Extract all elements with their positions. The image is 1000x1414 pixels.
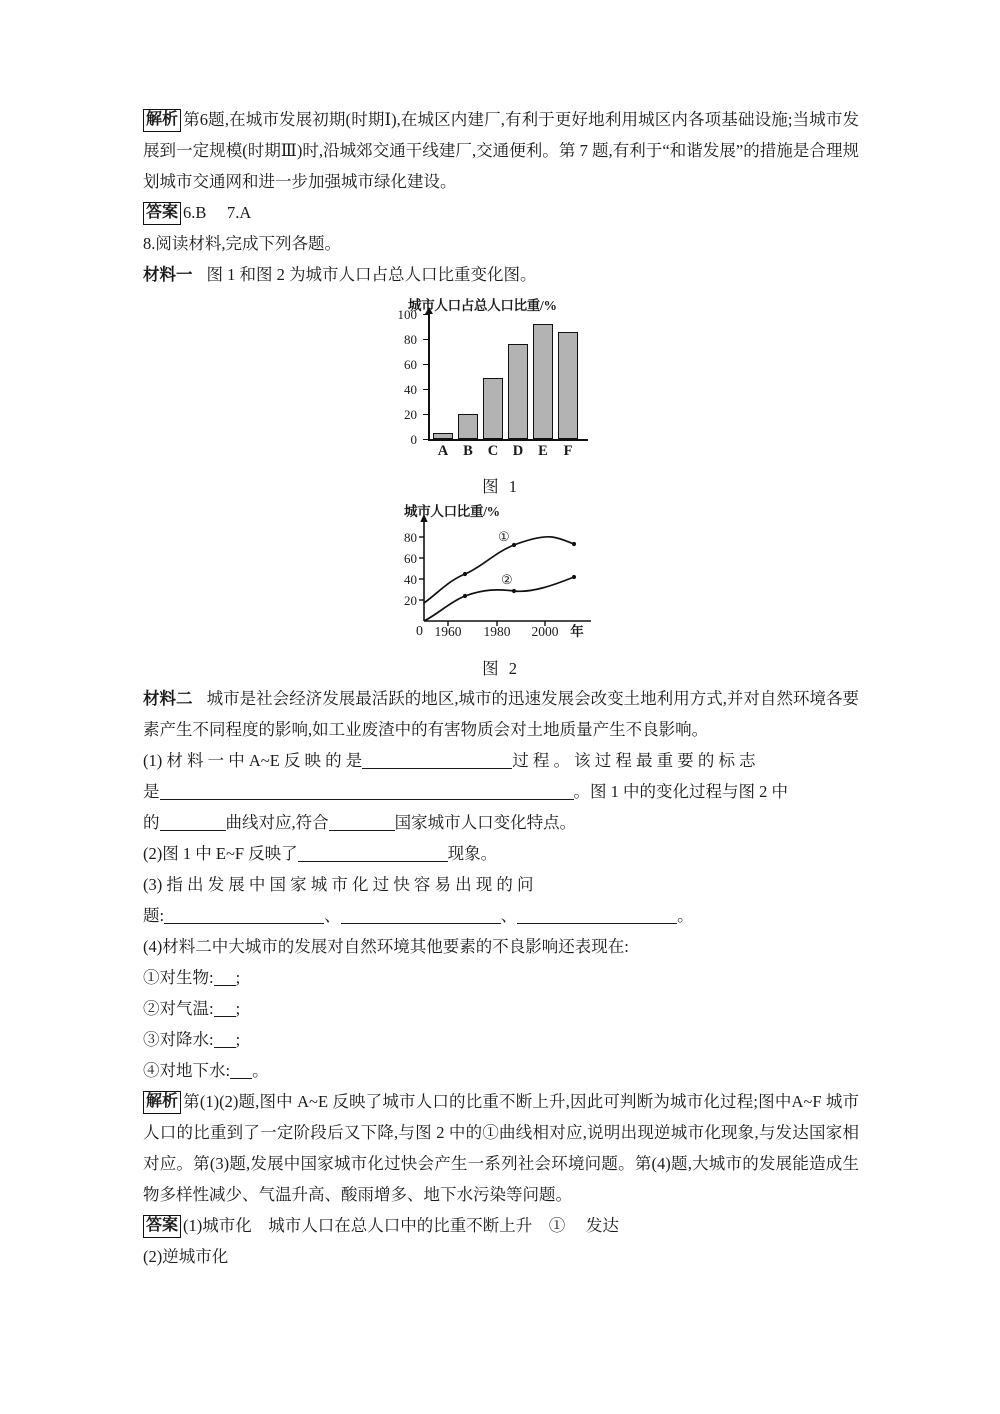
sub1-text-e: 的 <box>143 813 160 832</box>
bar-C <box>483 378 503 439</box>
sub4-item-4-blank[interactable] <box>230 1078 252 1079</box>
sub4-item-4-suffix: 。 <box>252 1061 269 1080</box>
bar-tick-20 <box>423 414 428 415</box>
bar-A <box>433 433 453 439</box>
bar-ylabel-60: 60 <box>404 357 417 372</box>
bar-ylabel-20: 20 <box>404 407 417 422</box>
solution-paragraph-1 <box>143 104 859 197</box>
sub-question-3-blanks <box>143 900 859 931</box>
bar-xlabel-C: C <box>487 443 499 459</box>
sub2-blank-1[interactable] <box>298 861 448 862</box>
sub1-blank-1[interactable] <box>362 768 512 769</box>
line-chart <box>386 503 616 653</box>
line-curve-2-point-1 <box>463 594 467 598</box>
material-1-text: 图 1 和图 2 为城市人口占总人口比重变化图。 <box>206 265 537 284</box>
sub4-item-1-label: ①对生物: <box>143 968 214 987</box>
sub3-blank-3[interactable] <box>517 923 677 924</box>
bar-tick-60 <box>423 364 428 365</box>
line-ylabel-60: 60 <box>404 551 417 566</box>
solution-text-1: 第6题,在城市发展初期(时期Ⅰ),在城区内建厂,有利于更好地利用城区内各项基础设施;当城市发展到一定规模(时期Ⅲ)时,沿城郊交通干线建厂,交通便利。第 7 题,有利于“和谐发展”的措施是合理规划城市交通网和进一步加强城市绿化建设。 <box>143 110 859 191</box>
line-xaxis-unit: 年 <box>570 624 584 639</box>
curve-label-1: ① <box>498 529 510 544</box>
bar-chart-y-arrow-icon <box>425 307 433 314</box>
figure-2-caption: 图 2 <box>482 659 520 678</box>
sub3-text-b: 题: <box>143 906 165 925</box>
line-curve-1-point-2 <box>512 543 516 547</box>
line-curve-2 <box>424 577 574 621</box>
bar-xlabel-F: F <box>563 443 573 459</box>
bar-xlabel-B: B <box>463 443 473 459</box>
line-curve-1 <box>424 537 574 603</box>
line-curve-2-point-2 <box>512 589 516 593</box>
bar-chart-x-axis <box>428 439 588 441</box>
line-xlabel-1960: 1960 <box>434 624 462 639</box>
sub-question-1 <box>143 745 859 776</box>
answer-paragraph-2-line2: (2)逆城市化 <box>143 1247 229 1266</box>
page-content <box>143 104 859 1272</box>
answer-tag-1: 答案 <box>143 202 181 225</box>
sub1-blank-2[interactable] <box>160 799 574 800</box>
sub-question-4-item-2 <box>143 993 859 1024</box>
bar-tick-0 <box>423 439 428 440</box>
material-2-label: 材料二 <box>143 689 193 708</box>
sub4-item-1-blank[interactable] <box>214 985 236 986</box>
sub1-text-d: 。图 1 中的变化过程与图 2 中 <box>573 782 788 801</box>
sub4-item-2-label: ②对气温: <box>143 999 214 1018</box>
line-xlabel-1980: 1980 <box>483 624 511 639</box>
line-curve-1-point-3 <box>572 542 576 546</box>
sub-question-4-item-1 <box>143 962 859 993</box>
sub4-item-1-suffix: ; <box>235 968 241 987</box>
sub-question-1-cont <box>143 776 859 807</box>
curve-label-2: ② <box>501 572 513 587</box>
sub-question-1-cont2 <box>143 807 859 838</box>
sub2-text-a: (2)图 1 中 E~F 反映了 <box>143 844 298 863</box>
bar-xlabel-E: E <box>538 443 548 459</box>
bar-F <box>558 332 578 440</box>
sub1-blank-3[interactable] <box>160 830 226 831</box>
line-chart-axis-title: 城市人口比重/% <box>404 504 500 519</box>
line-xlabel-1990: 2000 <box>531 624 559 639</box>
bar-tick-80 <box>423 339 428 340</box>
answer-text-2-line1: (1)城市化 城市人口在总人口中的比重不断上升 ① 发达 <box>183 1216 619 1235</box>
sub-question-2 <box>143 838 859 869</box>
solution-tag-1: 解析 <box>143 109 181 132</box>
sub4-item-2-suffix: ; <box>235 999 241 1018</box>
bar-chart-y-axis <box>428 314 430 439</box>
bar-chart-axis-title: 城市人口占总人口比重/% <box>408 298 557 313</box>
sub3-sep-2: 、 <box>500 906 518 925</box>
bar-tick-100 <box>423 314 428 315</box>
bar-ylabel-40: 40 <box>404 382 417 397</box>
answer-paragraph-2 <box>143 1210 859 1241</box>
answer-tag-2: 答案 <box>143 1215 181 1238</box>
bar-ylabel-0: 0 <box>410 432 417 447</box>
solution-text-2: 第(1)(2)题,图中 A~E 反映了城市人口的比重不断上升,因此可判断为城市化过程;图中A~F 城市人口的比重到了一定阶段后又下降,与图 2 中的①曲线相对应,说明出现逆城市化现象,与发达国家相对应。第(3)题,发展中国家城市化过快会产生一系列社会环境问题。第(4)题,大城市的发展能造成生物多样性减少、气温升高、酸雨增多、地下水污染等问题。 <box>143 1092 859 1204</box>
solution-paragraph-2 <box>143 1086 859 1210</box>
sub-question-4: (4)材料二中大城市的发展对自然环境其他要素的不良影响还表现在: <box>143 937 629 956</box>
material-1-line <box>143 259 859 290</box>
figure-2 <box>143 503 859 679</box>
sub3-blank-2[interactable] <box>341 923 501 924</box>
line-ylabel-40: 40 <box>404 572 417 587</box>
answer-text-1: 6.B 7.A <box>183 203 252 222</box>
material-2-line <box>143 683 859 745</box>
sub4-item-3-suffix: ; <box>235 1030 241 1049</box>
sub3-sep-1: 、 <box>324 906 341 925</box>
sub4-item-3-label: ③对降水: <box>143 1030 214 1049</box>
sub-question-4-item-3 <box>143 1024 859 1055</box>
bar-B <box>458 414 478 439</box>
sub1-text-c: 是 <box>143 782 160 801</box>
bar-tick-40 <box>423 389 428 390</box>
sub1-text-g: 国家城市人口变化特点。 <box>394 813 577 832</box>
bar-xlabel-D: D <box>512 443 524 459</box>
sub-question-3: (3) 指 出 发 展 中 国 家 城 市 化 过 快 容 易 出 现 的 问 <box>143 875 534 894</box>
sub3-blank-1[interactable] <box>164 923 324 924</box>
figure-1 <box>143 296 859 497</box>
bar-xlabel-A: A <box>437 443 449 459</box>
line-origin-label: 0 <box>416 624 423 639</box>
bar-D <box>508 344 528 439</box>
question-8-stem: 8.阅读材料,完成下列各题。 <box>143 234 341 253</box>
sub4-item-2-blank[interactable] <box>214 1016 236 1017</box>
sub-question-4-item-4 <box>143 1055 859 1086</box>
sub1-text-a: (1) 材 料 一 中 A~E 反 映 的 是 <box>143 751 363 770</box>
answer-paragraph-1 <box>143 197 859 228</box>
sub1-blank-4[interactable] <box>329 830 395 831</box>
sub3-end: 。 <box>677 906 694 925</box>
sub4-item-3-blank[interactable] <box>214 1047 236 1048</box>
sub2-text-b: 现象。 <box>447 844 498 863</box>
line-ylabel-20: 20 <box>404 593 417 608</box>
sub1-text-f: 曲线对应,符合 <box>225 813 329 832</box>
sub1-text-b: 过 程 。 该 过 程 最 重 要 的 标 志 <box>512 751 756 770</box>
bar-chart <box>386 296 616 471</box>
bar-ylabel-100: 100 <box>397 307 417 322</box>
line-curve-2-point-3 <box>572 575 576 579</box>
bar-E <box>533 324 553 439</box>
material-1-label: 材料一 <box>143 265 193 284</box>
figure-1-caption: 图 1 <box>482 477 520 496</box>
figure-group <box>143 296 859 679</box>
line-curve-1-point-1 <box>463 572 467 576</box>
bar-ylabel-80: 80 <box>404 332 417 347</box>
sub4-item-4-label: ④对地下水: <box>143 1061 231 1080</box>
solution-tag-2: 解析 <box>143 1091 181 1114</box>
line-ylabel-80: 80 <box>404 530 417 545</box>
material-2-text: 城市是社会经济发展最活跃的地区,城市的迅速发展会改变土地利用方式,并对自然环境各要素产生不同程度的影响,如工业废渣中的有害物质会对土地质量产生不良影响。 <box>143 689 860 739</box>
